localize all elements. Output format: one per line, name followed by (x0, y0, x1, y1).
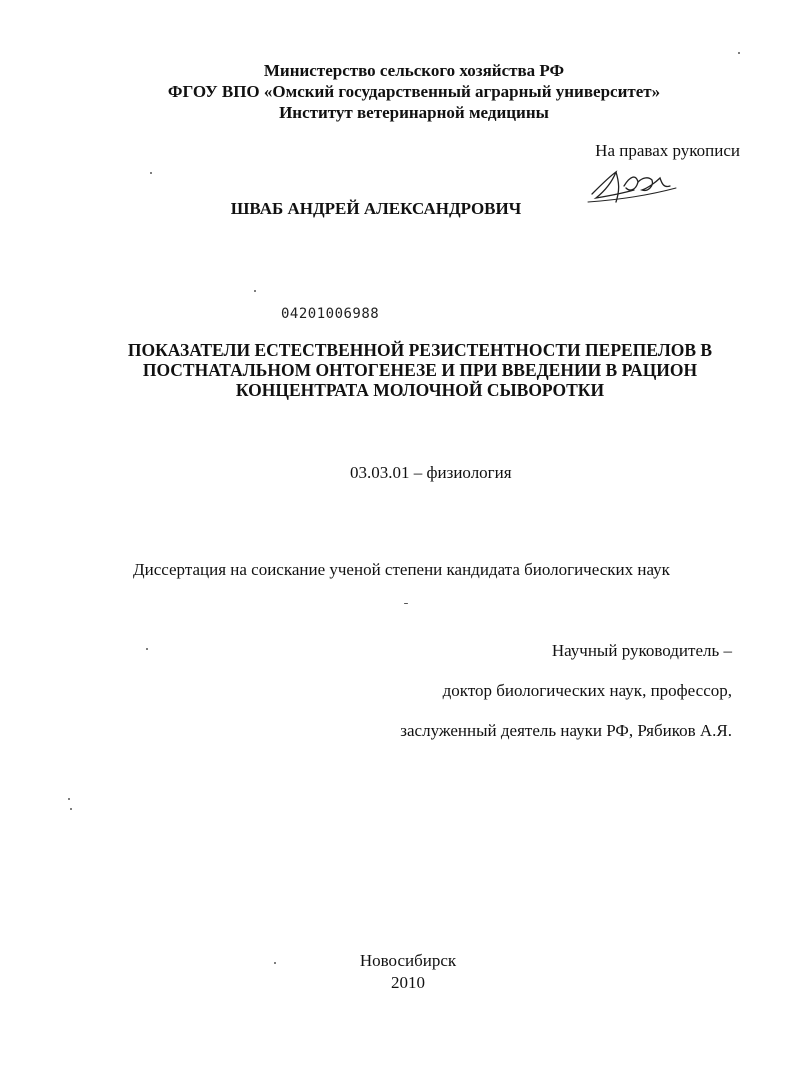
scan-speck (254, 290, 256, 292)
year: 2010 (391, 973, 425, 992)
degree-statement: Диссертация на соискание ученой степени кандидата биологических наук (133, 560, 670, 579)
ministry-line: Министерство сельского хозяйства РФ (263, 61, 565, 80)
scan-speck (70, 808, 72, 810)
place-and-year (12, 950, 792, 994)
title-line-3: КОНЦЕНТРАТА МОЛОЧНОЙ СЫВОРОТКИ (235, 380, 605, 400)
institute-line: Институт ветеринарной медицины (279, 103, 549, 122)
supervisor-degree: доктор биологических наук, профессор, (442, 681, 732, 700)
title-line-1: ПОКАЗАТЕЛИ ЕСТЕСТВЕННОЙ РЕЗИСТЕНТНОСТИ ПЕРЕПЕЛОВ В (127, 340, 713, 360)
institution-header (18, 60, 792, 123)
specialty-code: 03.03.01 – физиология (350, 463, 512, 482)
scan-speck (150, 172, 152, 174)
manuscript-rights-note: На правах рукописи (595, 141, 740, 160)
title-line-2: ПОСТНАТАЛЬНОМ ОНТОГЕНЕЗЕ И ПРИ ВВЕДЕНИИ В РАЦИОН (142, 360, 698, 380)
university-line: ФГОУ ВПО «Омский государственный аграрный университет» (167, 82, 661, 101)
scan-speck (738, 52, 740, 54)
library-stamp-number: 04201006988 (281, 306, 380, 322)
dissertation-title (24, 340, 792, 400)
scan-speck (68, 798, 70, 800)
supervisor-label: Научный руководитель – (551, 641, 732, 660)
scan-speck (146, 648, 148, 650)
scan-speck (274, 962, 276, 964)
supervisor-name: заслуженный деятель науки РФ, Рябиков А.Я. (400, 721, 732, 740)
city: Новосибирск (359, 951, 457, 970)
author-name: ШВАБ АНДРЕЙ АЛЕКСАНДРОВИЧ (230, 199, 522, 218)
scan-speck (404, 603, 408, 604)
